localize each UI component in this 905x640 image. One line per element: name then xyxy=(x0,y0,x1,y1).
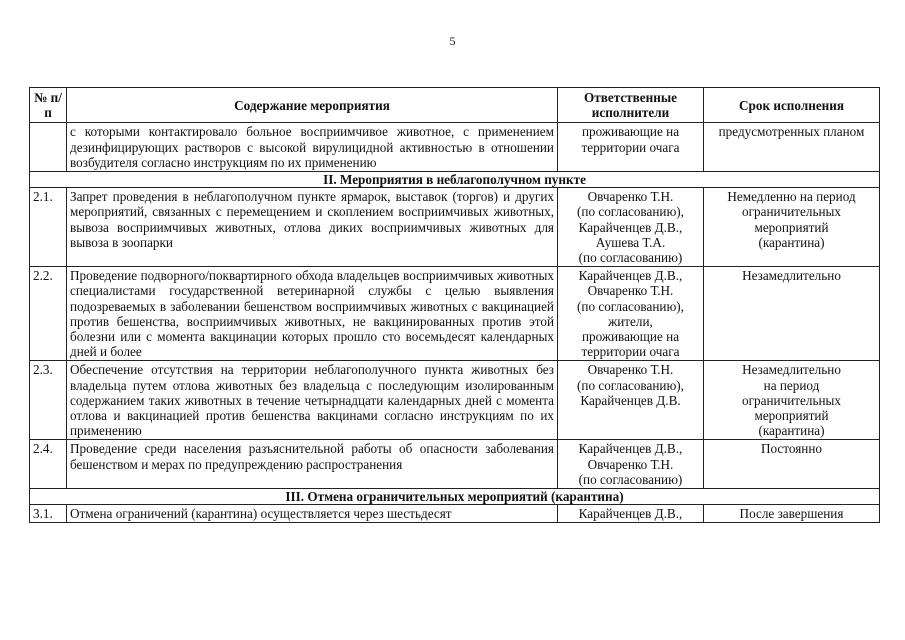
row-executors xyxy=(558,440,704,489)
cell-line: мероприятий xyxy=(754,219,829,235)
cell-line: проживающие на xyxy=(581,329,680,345)
cell-line: (карантина) xyxy=(758,423,825,439)
cell-line: Карайченцев Д.В., xyxy=(578,441,683,457)
table-row xyxy=(30,188,880,267)
row-num: 2.1. xyxy=(30,188,67,267)
cell-line: Овчаренко Т.Н. xyxy=(587,283,674,299)
cell-line: Карайченцев Д.В., xyxy=(578,268,683,284)
row-content: с которыми контактировало больное восприимчивое животное, с применением дезинфицирующих растворов с высокой вирулицидной активностью в отношении возбудителя согласно инструкциям по их применению xyxy=(67,123,558,172)
row-deadline xyxy=(704,267,880,361)
section-heading-3 xyxy=(30,489,880,505)
table-row xyxy=(30,267,880,361)
section-title: II. Мероприятия в неблагополучном пункте xyxy=(30,172,880,188)
row-content: Проведение среди населения разъяснительной работы об опасности заболевания бешенством и мерах по предупреждению распространения xyxy=(67,440,558,489)
cell-line: ограничительных xyxy=(742,204,841,220)
page-number: 5 xyxy=(449,34,456,48)
row-executors: проживающие на территории очага xyxy=(558,123,704,172)
cell-line: Овчаренко Т.Н. xyxy=(587,362,674,378)
cell-line: Овчаренко Т.Н. xyxy=(587,189,674,205)
row-num: 2.3. xyxy=(30,361,67,440)
row-deadline xyxy=(704,361,880,440)
row-content: Запрет проведения в неблагополучном пункте ярмарок, выставок (торгов) и других мероприятий, связанных с перемещением и скоплением восприимчивых животных, вывоза восприимчивых животных, отлова диких восприимчивых животных для вывоза в зоопарки xyxy=(67,188,558,267)
cell-line: Постоянно xyxy=(760,441,822,457)
table-row xyxy=(30,361,880,440)
row-deadline xyxy=(704,188,880,267)
cell-line: Незамедлительно xyxy=(742,362,841,378)
table-header-row xyxy=(30,88,880,123)
cell-line: Немедленно на период xyxy=(727,189,856,205)
row-deadline: предусмотренных планом xyxy=(704,123,880,172)
cell-line: ограничительных xyxy=(742,392,841,408)
table-row xyxy=(30,440,880,489)
row-executors xyxy=(558,267,704,361)
row-executors xyxy=(558,505,704,523)
cell-line: После завершения xyxy=(739,506,844,522)
section-heading-2 xyxy=(30,172,880,188)
cell-line: на период xyxy=(763,377,820,393)
section-title: III. Отмена ограничительных мероприятий (карантина) xyxy=(30,489,880,505)
cell-line: Овчаренко Т.Н. xyxy=(587,456,674,472)
cell-line: (по согласованию), xyxy=(577,377,684,393)
row-num xyxy=(30,123,67,172)
cell-line: (по согласованию), xyxy=(577,298,684,314)
cell-line: Аушева Т.А. xyxy=(595,234,666,250)
row-executors xyxy=(558,188,704,267)
cell-line: мероприятий xyxy=(754,408,829,424)
measures-table xyxy=(29,87,880,523)
header-content: Содержание мероприятия xyxy=(67,88,558,123)
cell-line: Карайченцев Д.В., xyxy=(578,219,683,235)
cell-line: (по согласованию) xyxy=(578,471,683,487)
header-num: № п/п xyxy=(30,88,67,123)
row-deadline xyxy=(704,440,880,489)
cell-line: Карайченцев Д.В., xyxy=(578,506,683,522)
row-num: 2.4. xyxy=(30,440,67,489)
cell-line: (по согласованию) xyxy=(578,250,683,266)
row-executors xyxy=(558,361,704,440)
cell-line: (карантина) xyxy=(758,234,825,250)
cell-line: Карайченцев Д.В. xyxy=(580,392,681,408)
header-executors: Ответственные исполнители xyxy=(558,88,704,123)
row-deadline xyxy=(704,505,880,523)
header-deadline: Срок исполнения xyxy=(704,88,880,123)
row-num: 2.2. xyxy=(30,267,67,361)
row-num: 3.1. xyxy=(30,505,67,523)
row-content: Проведение подворного/поквартирного обхода владельцев восприимчивых животных специалистами государственной ветеринарной службы с целью выявления подозреваемых в заболевании бешенством восприимчивых животных с вакцинацией против бешенства, восприимчивых животных, не вакцинированных против этой болезни или с момента вакцинации которых прошло сто восемьдесят календарных дней и более xyxy=(67,267,558,361)
cell-line: (по согласованию), xyxy=(577,204,684,220)
cell-line: Незамедлительно xyxy=(742,268,841,284)
table-row xyxy=(30,505,880,523)
table-row-continuation xyxy=(30,123,880,172)
cell-line: жители, xyxy=(608,313,653,329)
cell-line: территории очага xyxy=(581,344,680,360)
row-content: Обеспечение отсутствия на территории неблагополучного пункта животных без владельца путем отлова животных без владельца с последующим изолированным содержанием таких животных в течение четырнадцати календарных дней с момента отлова и вакцинацией против бешенства вакцинами согласно инструкциям по их применению xyxy=(67,361,558,440)
row-content: Отмена ограничений (карантина) осуществляется через шестьдесят xyxy=(67,505,558,523)
